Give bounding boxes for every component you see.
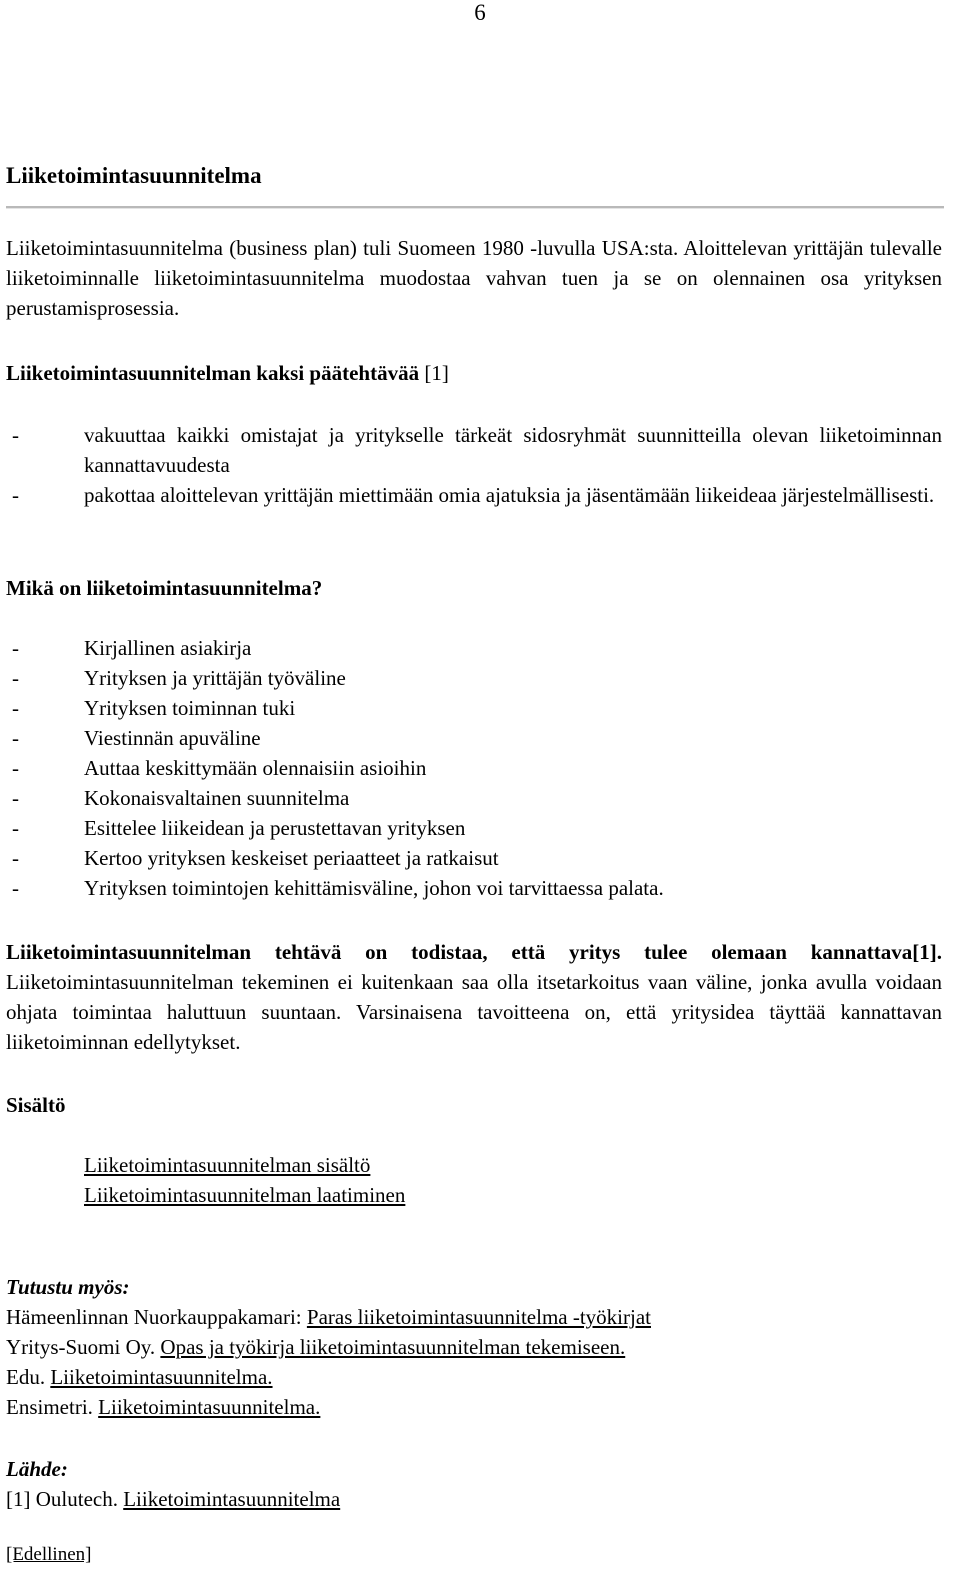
see-also-item	[6, 1392, 942, 1422]
source-item	[6, 1484, 942, 1514]
list-item: - vakuuttaa kaikki omistajat ja yritykselle tärkeät sidosryhmät suunnitteilla olevan liiketoiminnan kannattavuudesta	[6, 420, 942, 480]
source-heading: Lähde:	[6, 1457, 68, 1481]
page-title: Liiketoimintasuunnitelma	[6, 163, 262, 188]
see-also-prefix: Yritys-Suomi Oy.	[6, 1335, 161, 1359]
page-number: 6	[474, 0, 486, 25]
link-drafting[interactable]: Liiketoimintasuunnitelman laatiminen	[84, 1183, 406, 1207]
see-also-section	[6, 1272, 942, 1422]
source-link[interactable]: Liiketoimintasuunnitelma	[123, 1487, 341, 1511]
tasks-heading-line	[6, 358, 942, 388]
source-section	[6, 1454, 942, 1514]
list-item: - Yrityksen toiminnan tuki	[6, 693, 942, 723]
list-item: - Esittelee liikeidean ja perustettavan yrityksen	[6, 813, 942, 843]
horizontal-rule	[6, 206, 944, 209]
purpose-paragraph	[6, 937, 942, 1057]
see-also-item	[6, 1332, 942, 1362]
see-also-link[interactable]: Opas ja työkirja liiketoimintasuunnitelman tekemiseen.	[160, 1335, 626, 1359]
what-heading: Mikä on liiketoimintasuunnitelma?	[6, 576, 323, 600]
see-also-link[interactable]: Paras liiketoimintasuunnitelma -työkirjat	[306, 1305, 651, 1329]
list-item: - Auttaa keskittymään olennaisiin asioihin	[6, 753, 942, 783]
see-also-prefix: Hämeenlinnan Nuorkauppakamari:	[6, 1305, 307, 1329]
tasks-heading: Liiketoimintasuunnitelman kaksi päätehtävää	[6, 361, 420, 385]
purpose-rest: Liiketoimintasuunnitelman tekeminen ei kuitenkaan saa olla itsetarkoitus vaan väline, jonka avulla voidaan ohjata toimintaa haluttuun suuntaan. Varsinaisena tavoitteena on, että yritysidea täyttää kannattavan liiketoiminnan edellytykset.	[6, 970, 942, 1054]
tasks-ref: [1]	[419, 361, 449, 385]
what-list	[6, 633, 942, 903]
see-also-heading: Tutustu myös:	[6, 1275, 130, 1299]
list-item: - Viestinnän apuväline	[6, 723, 942, 753]
see-also-prefix: Edu.	[6, 1365, 51, 1389]
source-prefix: [1] Oulutech.	[6, 1487, 124, 1511]
intro-paragraph: Liiketoimintasuunnitelma (business plan) tuli Suomeen 1980 -luvulla USA:sta. Aloittelevan yrittäjän tulevalle liiketoiminnalle liiketoimintasuunnitelma muodostaa vahvan tuen ja se on olennainen osa yrityksen perustamisprosessia.	[6, 236, 942, 320]
list-item: - Kertoo yrityksen keskeiset periaatteet ja ratkaisut	[6, 843, 942, 873]
contents-links	[84, 1150, 405, 1210]
see-also-prefix: Ensimetri.	[6, 1395, 99, 1419]
purpose-bold: Liiketoimintasuunnitelman tehtävä on todistaa, että yritys tulee olemaan kannattava[1].	[6, 940, 942, 964]
list-item: - Yrityksen ja yrittäjän työväline	[6, 663, 942, 693]
contents-heading: Sisältö	[6, 1093, 66, 1117]
previous-link[interactable]: [Edellinen]	[6, 1544, 92, 1565]
link-contents[interactable]: Liiketoimintasuunnitelman sisältö	[84, 1153, 371, 1177]
tasks-list	[6, 420, 942, 510]
list-item: - Yrityksen toimintojen kehittämisväline, johon voi tarvittaessa palata.	[6, 873, 942, 903]
list-item: - Kirjallinen asiakirja	[6, 633, 942, 663]
list-item: - pakottaa aloittelevan yrittäjän miettimään omia ajatuksia ja jäsentämään liikeideaa järjestelmällisesti.	[6, 480, 942, 510]
see-also-link[interactable]: Liiketoimintasuunnitelma.	[50, 1365, 273, 1389]
see-also-link[interactable]: Liiketoimintasuunnitelma.	[98, 1395, 321, 1419]
footer-nav	[6, 1542, 942, 1568]
see-also-item	[6, 1362, 942, 1392]
list-item: - Kokonaisvaltainen suunnitelma	[6, 783, 942, 813]
see-also-item	[6, 1302, 942, 1332]
